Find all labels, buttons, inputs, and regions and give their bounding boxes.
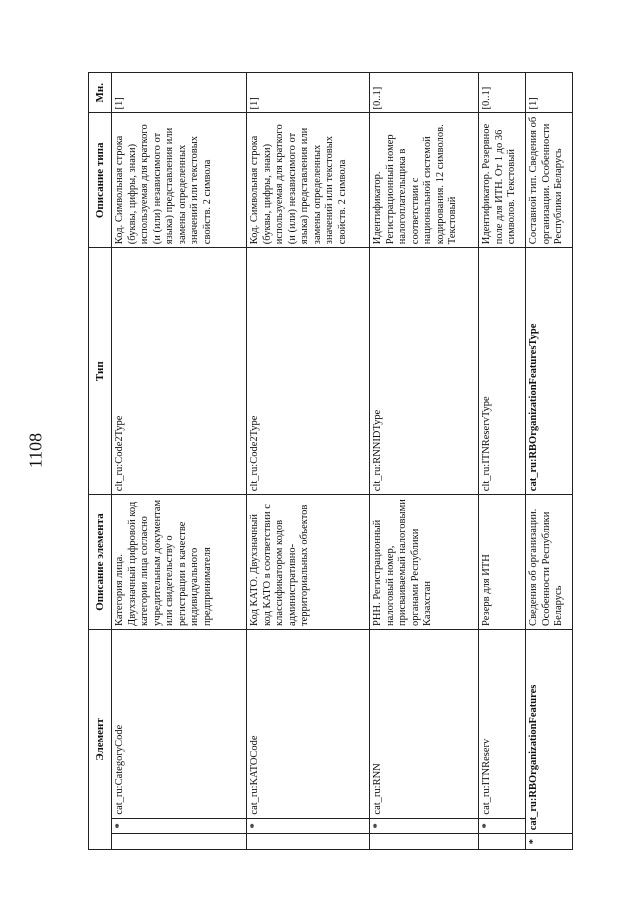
- element-spec-table: [88, 72, 573, 850]
- table-row: [247, 73, 370, 850]
- type-description-cell: Идентификатор. Резервное поле для ИТН. От 1 до 36 символов. Текстовый: [479, 113, 526, 248]
- type-cell: clt_ru:RNNIDType: [370, 248, 479, 495]
- type-description-cell: Составной тип. Сведения об организации. Особенности Республики Беларусь: [526, 113, 573, 248]
- type-cell: clt_ru:ITNReservType: [479, 248, 526, 495]
- multiplicity-cell: [0..1]: [370, 73, 479, 113]
- indent-cell: [370, 834, 479, 850]
- element-description-cell: Категория лица. Двухзначный цифровой код категории лица согласно учредительным документам или свидетельству о регистрации в качестве индивидуального предпринимателя: [112, 495, 247, 630]
- element-cell: cat_ru:RNN: [370, 629, 479, 818]
- indent-cell: [112, 834, 247, 850]
- header-type-description: Описание типа: [89, 113, 112, 248]
- multiplicity-cell: [1]: [112, 73, 247, 113]
- type-cell: clt_ru:Code2Type: [247, 248, 370, 495]
- table-row: [112, 73, 247, 850]
- type-description-cell: Идентификатор. Регистрационный номер налогоплательщика в соответствии с национальной системой кодирования. 12 символов. Текстовый: [370, 113, 479, 248]
- multiplicity-cell: [1]: [247, 73, 370, 113]
- element-description-cell: Резерв для ИТН: [479, 495, 526, 630]
- table-row: [526, 73, 573, 850]
- type-cell: cat_ru:RBOrganizationFeaturesType: [526, 248, 573, 495]
- row-marker: *: [370, 818, 479, 834]
- type-description-cell: Код. Символьная строка (буквы, цифры, знаки) используемая для краткого (и (или) независимого от языка) представления или замены определенных значений или текстовых свойств. 2 символа: [247, 113, 370, 248]
- element-description-cell: Сведения об организации. Особенности Республики Беларусь: [526, 495, 573, 630]
- table-frame: [88, 72, 564, 850]
- element-description-cell: Код КАТО. Двухзначный код КАТО в соответствии с классификатором кодов административно-территориальных объектов: [247, 495, 370, 630]
- type-description-cell: Код. Символьная строка (буквы, цифры, знаки) используемая для краткого (и (или) независимого от языка) представления или замены определенных значений или текстовых свойств. 2 символа: [112, 113, 247, 248]
- indent-cell: [479, 834, 526, 850]
- row-marker: *: [247, 818, 370, 834]
- element-description-cell: РНН. Регистрационный налоговый номер, присваиваемый налоговыми органами Республики Казахстан: [370, 495, 479, 630]
- type-cell: clt_ru:Code2Type: [112, 248, 247, 495]
- header-element: Элемент: [89, 629, 112, 849]
- header-type: Тип: [89, 248, 112, 495]
- multiplicity-cell: [0..1]: [479, 73, 526, 113]
- header-element-description: Описание элемента: [89, 495, 112, 630]
- rotated-table-container: [88, 72, 564, 850]
- row-marker: *: [479, 818, 526, 834]
- element-cell: cat_ru:ITNReserv: [479, 629, 526, 818]
- element-cell: cat_ru:KATOCode: [247, 629, 370, 818]
- table-header-row: [89, 73, 112, 850]
- row-marker: *: [112, 818, 247, 834]
- header-multiplicity: Мн.: [89, 73, 112, 113]
- table-row: [479, 73, 526, 850]
- row-marker: *: [526, 834, 573, 850]
- table-row: [370, 73, 479, 850]
- element-cell: cat_ru:CategoryCode: [112, 629, 247, 818]
- element-cell: cat_ru:RBOrganizationFeatures: [526, 629, 573, 833]
- page-number: 1108: [25, 432, 46, 469]
- indent-cell: [247, 834, 370, 850]
- multiplicity-cell: [1]: [526, 73, 573, 113]
